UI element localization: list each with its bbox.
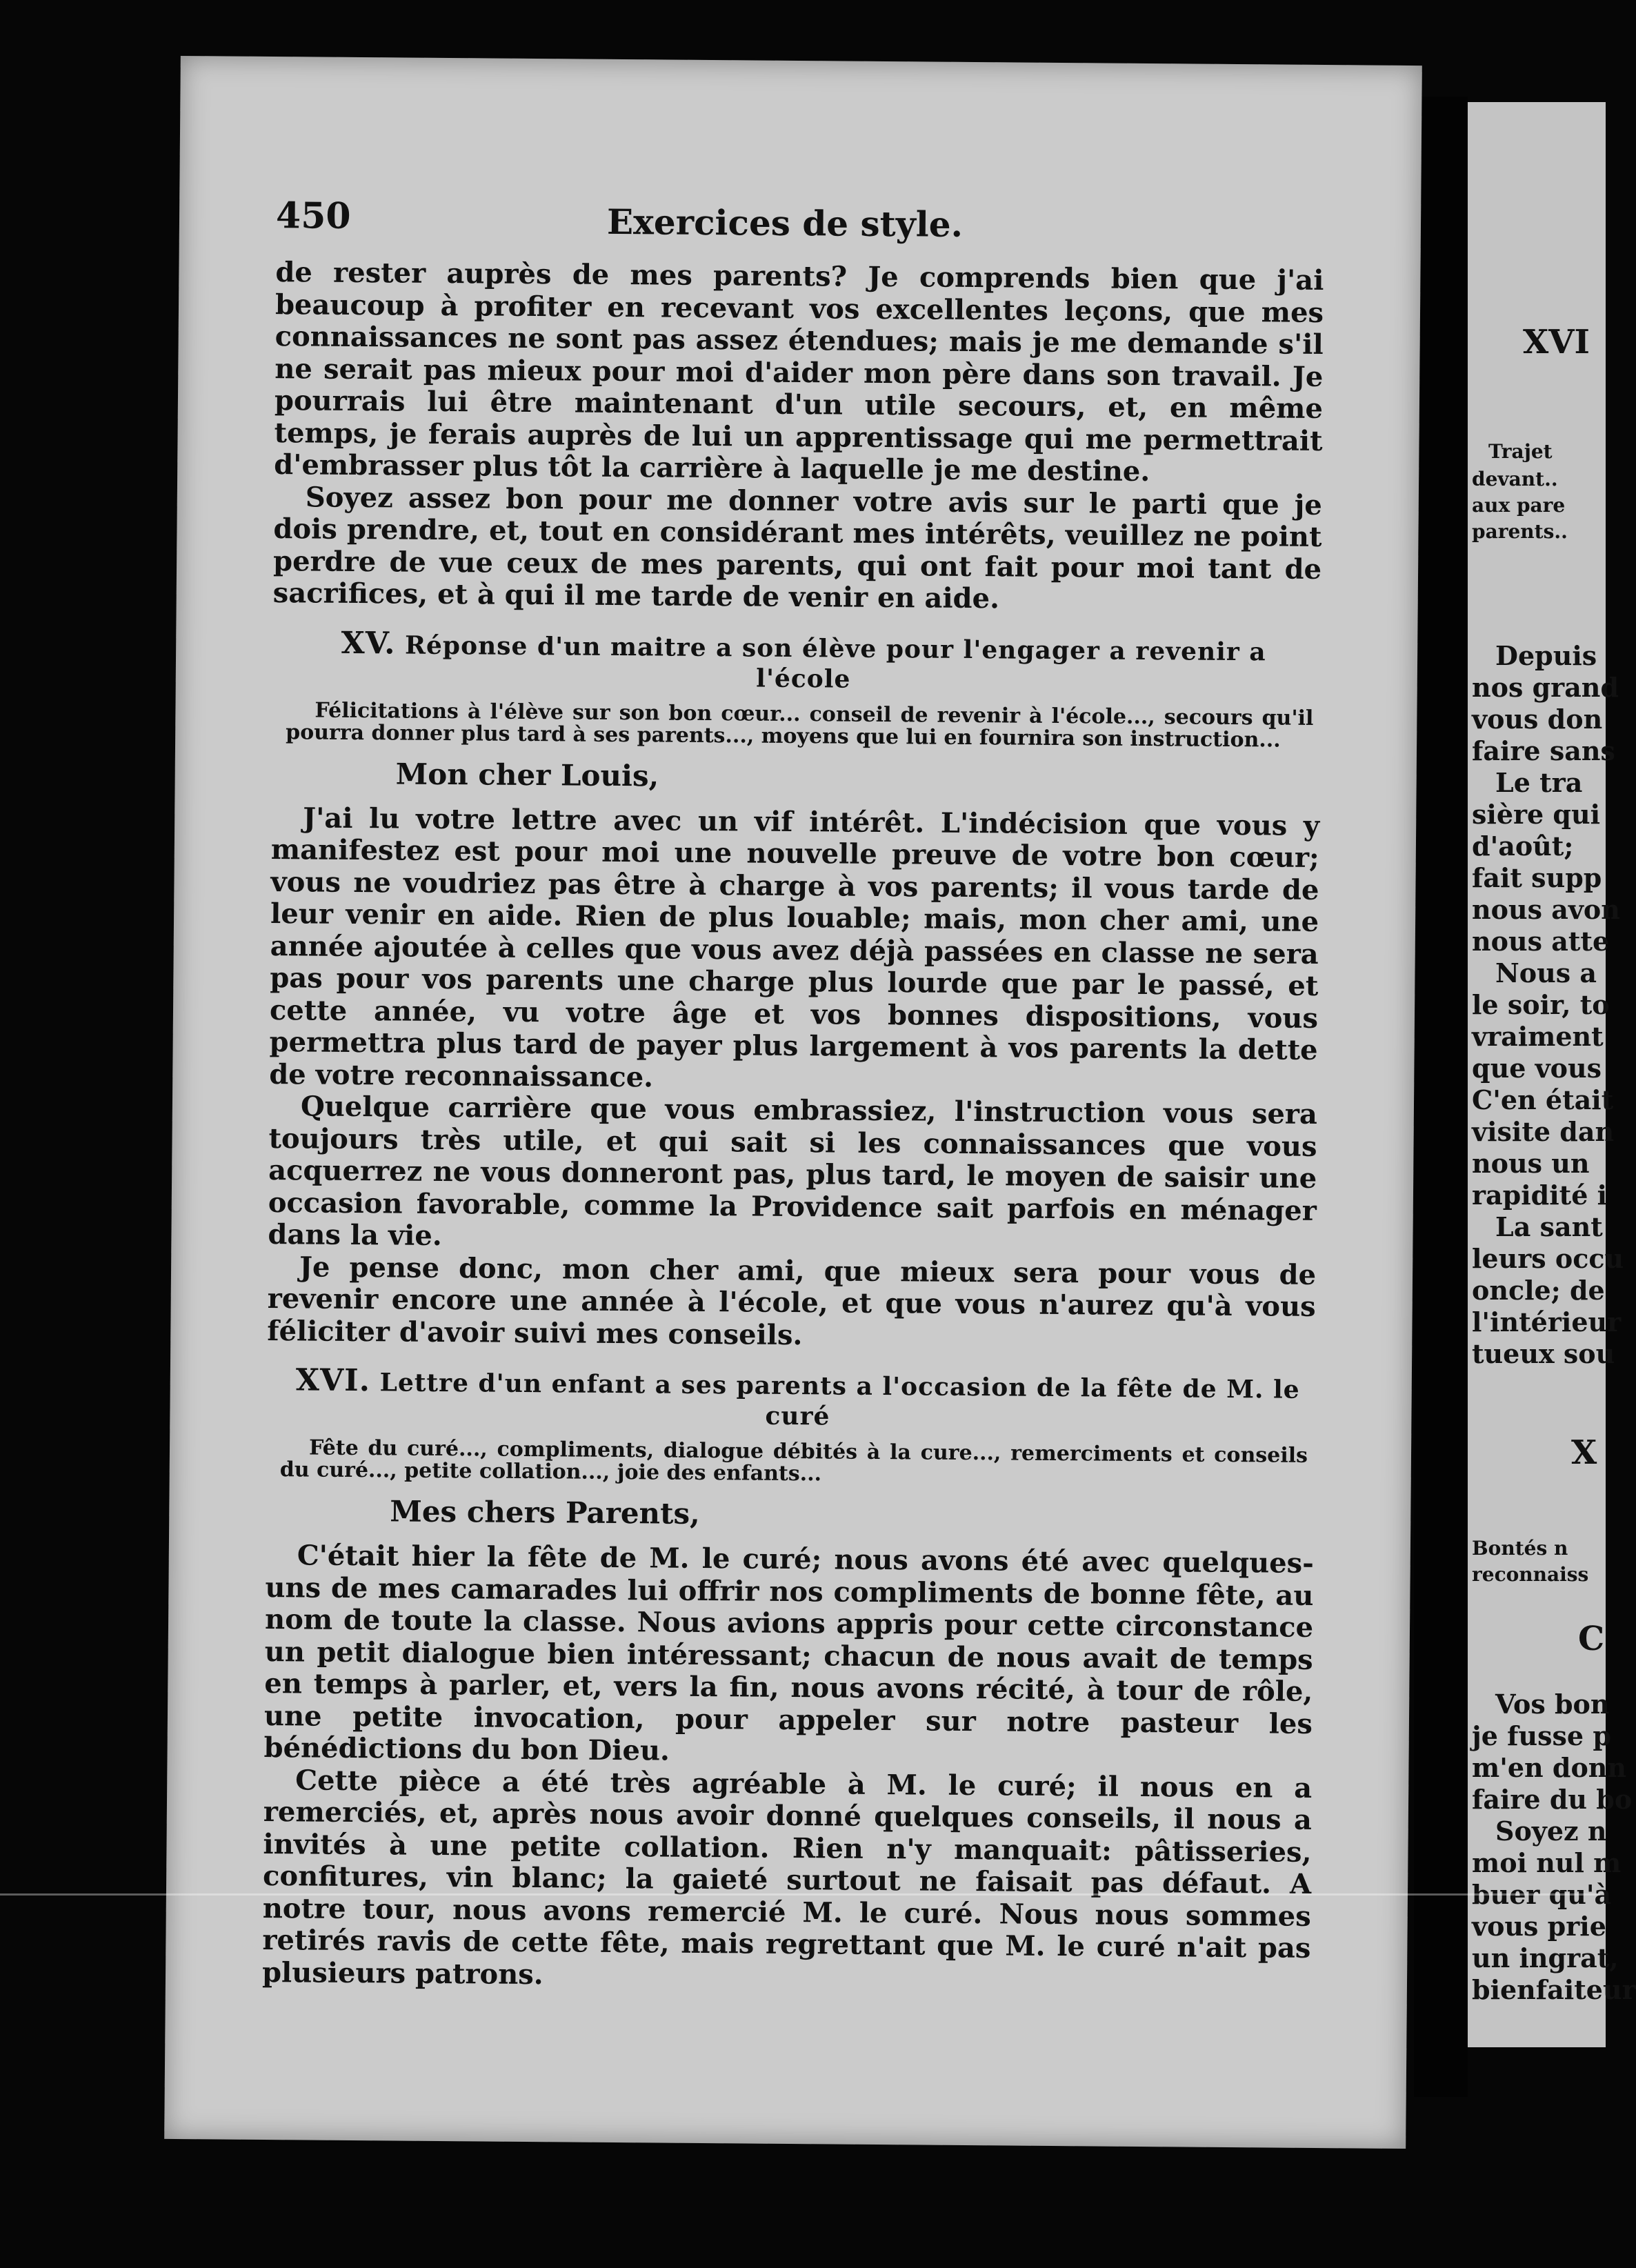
- fragment-line: faire sans: [1472, 735, 1615, 766]
- letter-salutation: Mes chers Parents,: [390, 1494, 700, 1531]
- fragment-line: Depuis: [1495, 640, 1597, 671]
- letter-salutation: Mon cher Louis,: [395, 756, 659, 793]
- fragment-line: visite dan: [1472, 1116, 1615, 1147]
- fragment-line: XVI: [1523, 323, 1590, 361]
- fragment-line: bienfaiteur: [1472, 1974, 1636, 2005]
- page-content: [262, 195, 1324, 1997]
- section-heading: Lettre d'un enfant a ses parents a l'occasion de la fête de M. le curé: [379, 1368, 1300, 1431]
- fragment-line: leurs occu: [1472, 1243, 1624, 1274]
- fragment-line: oncle; de: [1472, 1275, 1605, 1306]
- fragment-line: Le tra: [1495, 767, 1583, 798]
- page-number: 450: [275, 195, 351, 237]
- fragment-line: X: [1571, 1433, 1597, 1472]
- fragment-line: devant..: [1472, 468, 1558, 490]
- fragment-line: le soir, to: [1472, 989, 1610, 1020]
- paragraph: J'ai lu votre lettre avec un vif intérêt. L'indécision que vous y manifestez est pour moi une nouvelle preuve de votre bon cœur; vous ne voudriez pas être à charge à vos parents; il vous tarde de leur venir en aide. Rien de plus louable; mais, mon cher ami, une année ajoutée à celles que vous avez déjà passées en classe ne sera pas pour vos parents une charge plus lourde que par le passé, et cette année, vu votre âge et vos bonnes dispositions, vous permettra plus tard de payer plus largement à vos parents la dette de votre reconnaissance.: [269, 801, 1320, 1093]
- fragment-line: Soyez n: [1495, 1816, 1607, 1847]
- section-summary: Félicitations à l'élève sur son bon cœur... conseil de revenir à l'école..., secours qu'il pourra donner plus tard à ses parents..., moyens que lui en fournira son instruction...: [286, 698, 1314, 753]
- paragraph: Quelque carrière que vous embrassiez, l'instruction vous sera toujours très utile, et qui sait si les connaissances que vous acquerrez ne vous donneront pas, plus tard, le moyen de saisir une occasion favorable, comme la Providence sait parfois en ménager dans la vie.: [268, 1090, 1318, 1253]
- fragment-line: nous atte: [1472, 926, 1610, 957]
- section-title-xv: [300, 625, 1308, 697]
- fragment-line: que vous: [1472, 1053, 1602, 1084]
- fragment-line: Nous a: [1495, 957, 1597, 988]
- scan-artifact-line: [0, 1893, 1600, 1896]
- fragment-line: je fusse p: [1472, 1720, 1611, 1751]
- fragment-line: m'en donn: [1472, 1752, 1627, 1783]
- adjacent-page-fragment: [1468, 102, 1636, 2047]
- paragraph: Je pense donc, mon cher ami, que mieux sera pour vous de revenir encore une année à l'école, et que vous n'aurez qu'à vous féliciter d'avoir suivi mes conseils.: [267, 1250, 1317, 1351]
- fragment-line: vous prie: [1472, 1911, 1606, 1942]
- fragment-line: parents..: [1472, 520, 1568, 543]
- fragment-line: rapidité i: [1472, 1180, 1608, 1211]
- section-number: XVI.: [295, 1362, 371, 1399]
- fragment-line: tueux sou: [1472, 1338, 1615, 1369]
- fragment-line: Bontés n: [1472, 1537, 1568, 1560]
- fragment-line: vraiment: [1472, 1021, 1604, 1052]
- fragment-line: buer qu'à: [1472, 1879, 1612, 1910]
- fragment-line: La sant: [1495, 1211, 1603, 1242]
- paragraph: Soyez assez bon pour me donner votre avis sur le parti que je dois prendre, et, tout en considérant mes intérêts, veuillez ne point perdre de vue ceux de mes parents, qui ont fait pour moi tant de sacrifices, et à qui il me tarde de venir en aide.: [272, 480, 1323, 615]
- fragment-line: d'août;: [1472, 830, 1574, 862]
- fragment-line: un ingrat,: [1472, 1942, 1619, 1973]
- fragment-line: nous avon: [1472, 894, 1620, 925]
- fragment-line: aux pare: [1472, 494, 1566, 517]
- section-summary: Fête du curé..., compliments, dialogue débités à la cure..., remerciments et conseils du curé..., petite collation..., joie des enfants...: [279, 1435, 1308, 1486]
- fragment-line: moi nul m: [1472, 1847, 1622, 1878]
- fragment-line: fait supp: [1472, 862, 1602, 893]
- fragment-line: l'intérieur: [1472, 1306, 1622, 1337]
- fragment-line: reconnaiss: [1472, 1563, 1589, 1586]
- fragment-line: faire du bo: [1472, 1784, 1633, 1815]
- paragraph: de rester auprès de mes parents? Je comprends bien que j'ai beaucoup à profiter en recevant vos excellentes leçons, que mes connaissances ne sont pas assez étendues; mais je me demande s'il ne serait pas mieux pour moi d'aider mon père dans son travail. Je pourrais lui être maintenant d'un utile secours, et, en même temps, je ferais auprès de lui un apprentissage qui me permettrait d'embrasser plus tôt la carrière à laquelle je me destine.: [274, 256, 1324, 488]
- fragment-line: nous un: [1472, 1148, 1590, 1179]
- section-number: XV.: [341, 625, 396, 661]
- fragment-line: vous don: [1472, 704, 1603, 735]
- paragraph: Cette pièce a été très agréable à M. le curé; il nous en a remerciés, et, après nous avoir donné quelques conseils, il nous a invités à une petite collation. Rien n'y manquait: pâtisseries, confitures, vin blanc; la gaieté surtout ne faisait pas défaut. A notre tour, nous avons remercié M. le curé. Nous nous sommes retirés ravis de cette fête, mais regrettant que M. le curé n'ait pas plusieurs patrons.: [261, 1763, 1313, 1991]
- page-header: [276, 195, 1325, 265]
- paragraph: C'était hier la fête de M. le curé; nous avons été avec quelques-uns de mes camarades lui offrir nos compliments de bonne fête, au nom de toute la classe. Nous avions appris pour cette circonstance un petit dialogue bien intéressant; chacun de nous avait de temps en temps à parler, et, vers la fin, nous avons récité, à tour de rôle, une petite invocation, pour appeler sur notre pasteur les bénédictions du bon Dieu.: [263, 1539, 1314, 1767]
- fragment-line: C: [1578, 1620, 1605, 1658]
- section-title-xvi: [294, 1362, 1301, 1435]
- fragment-line: Trajet: [1488, 440, 1553, 463]
- binding-gutter: [1414, 97, 1468, 2097]
- fragment-line: nos grand: [1472, 672, 1619, 703]
- fragment-line: sière qui: [1472, 799, 1601, 830]
- fragment-line: C'en était: [1472, 1084, 1614, 1115]
- fragment-line: Vos bon: [1495, 1689, 1610, 1720]
- section-heading: Réponse d'un maitre a son élève pour l'engager a revenir a l'école: [404, 630, 1266, 694]
- book-page: [164, 56, 1422, 2149]
- running-head: Exercices de style.: [606, 201, 964, 245]
